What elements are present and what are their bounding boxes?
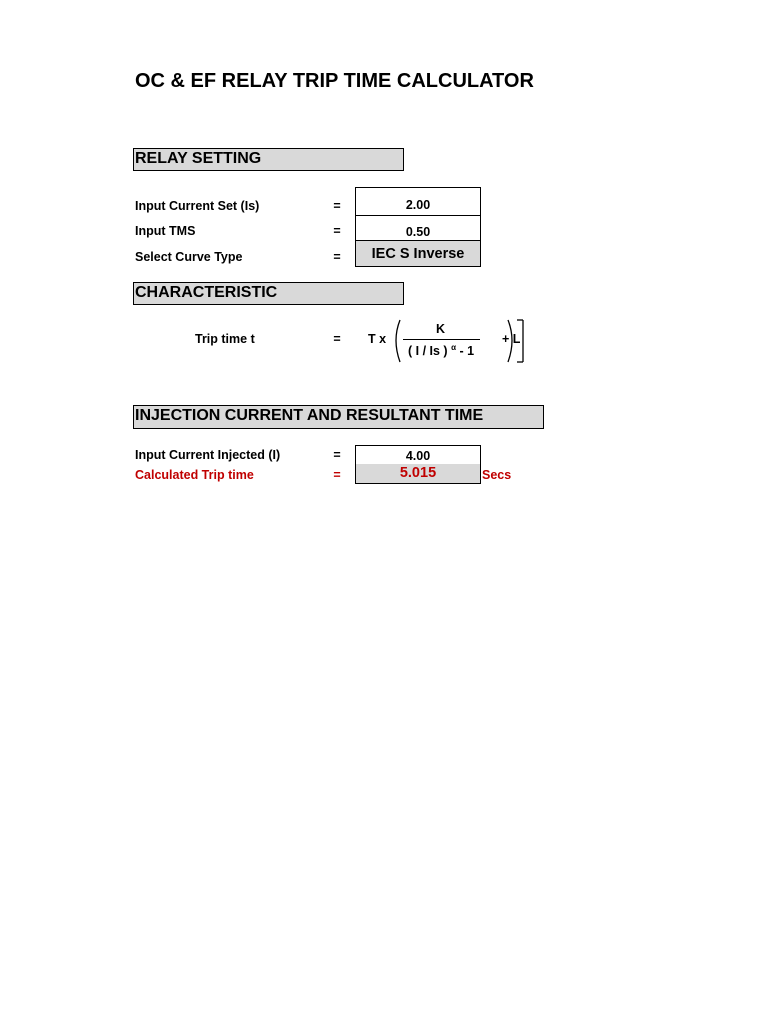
formula-suffix: + L: [502, 332, 521, 346]
formula-denominator: [408, 343, 474, 358]
trip-time-label: Trip time t: [195, 332, 255, 346]
denominator-exponent: α: [451, 343, 456, 352]
current-set-label: Input Current Set (Is): [135, 199, 260, 213]
curve-type-equals: =: [333, 250, 341, 264]
trip-time-result-equals: =: [333, 468, 341, 482]
curve-type-label: Select Curve Type: [135, 250, 243, 264]
characteristic-header: CHARACTERISTIC: [133, 282, 404, 305]
formula-numerator: K: [436, 322, 446, 336]
trip-time-result-label: Calculated Trip time: [135, 468, 254, 482]
fraction-line: [403, 339, 480, 340]
denominator-tail: - 1: [459, 344, 475, 359]
tms-label: Input TMS: [135, 224, 196, 238]
tms-equals: =: [333, 224, 341, 238]
current-injected-equals: =: [333, 448, 341, 462]
current-set-input[interactable]: 2.00: [355, 187, 481, 215]
current-set-equals: =: [333, 199, 341, 213]
current-injected-label: Input Current Injected (I): [135, 448, 281, 462]
trip-time-unit: Secs: [482, 468, 512, 482]
denominator-base: ( I / Is ): [408, 344, 448, 359]
tms-input[interactable]: 0.50: [355, 215, 481, 241]
curve-type-select[interactable]: IEC S Inverse: [355, 240, 481, 267]
formula-equals: =: [333, 332, 341, 346]
current-injected-input[interactable]: 4.00: [355, 445, 481, 465]
relay-setting-header: RELAY SETTING: [133, 148, 404, 171]
injection-header: INJECTION CURRENT AND RESULTANT TIME: [133, 405, 544, 429]
page-title: OC & EF RELAY TRIP TIME CALCULATOR: [135, 70, 534, 92]
formula-prefix: T x: [368, 332, 387, 346]
trip-time-result-value: 5.015: [355, 464, 481, 484]
